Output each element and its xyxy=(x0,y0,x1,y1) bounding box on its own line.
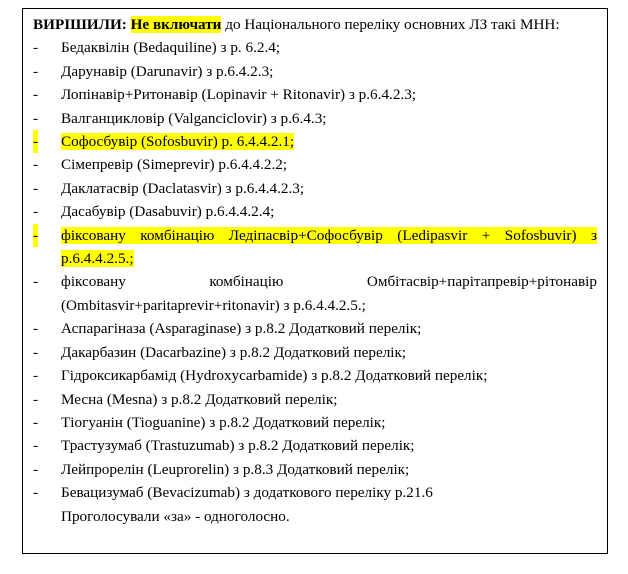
list-item xyxy=(33,481,597,504)
list-item-text: Месна (Mesna) з р.8.2 Додатковий перелік; xyxy=(61,390,338,408)
list-item xyxy=(33,200,597,223)
list-item-text-line1: фіксовану комбінацію Ледіпасвір+Софосбувір (Ledipasvir + Sofosbuvir) з xyxy=(61,226,597,244)
list-item-highlighted xyxy=(33,130,597,153)
bullet-dash: - xyxy=(33,320,39,338)
list-item-text: Тіогуанін (Tioguanine) з р.8.2 Додатковий перелік; xyxy=(61,413,386,431)
list-item-text: Лейпрорелін (Leuprorelin) з р.8.3 Додатковий перелік; xyxy=(61,460,410,478)
list-item xyxy=(33,83,597,106)
bullet-dash: - xyxy=(33,109,39,127)
bullet-dash: - xyxy=(33,484,39,502)
list-item xyxy=(33,270,597,317)
list-item-text-line2: р.6.4.4.2.5.; xyxy=(61,250,134,268)
list-item xyxy=(33,434,597,457)
bullet-dash: - xyxy=(33,437,39,455)
bullet-dash: - xyxy=(33,179,39,197)
list-item xyxy=(33,60,597,83)
bullet-dash: - xyxy=(33,343,39,361)
list-item-text: Бевацизумаб (Bevacizumab) з додаткового переліку р.21.6 xyxy=(61,484,433,502)
decision-document xyxy=(22,8,608,554)
list-item-text: Гідроксикарбамід (Hydroxycarbamide) з р.8.2 Додатковий перелік; xyxy=(61,367,488,385)
list-item-text: Софосбувір (Sofosbuvir) р. 6.4.4.2.1; xyxy=(61,133,295,151)
bullet-dash: - xyxy=(33,62,39,80)
list-item xyxy=(33,411,597,434)
list-item-text: Аспарагіназа (Asparaginase) з р.8.2 Додатковий перелік; xyxy=(61,320,422,338)
list-item xyxy=(33,341,597,364)
list-item xyxy=(33,153,597,176)
list-item-text-line2: (Ombitasvir+paritaprevir+ritonavir) з р.6.4.4.2.5.; xyxy=(61,296,366,314)
list-item-text: Даклатасвір (Daclatasvir) з р.6.4.4.2.3; xyxy=(61,179,305,197)
bullet-dash: - xyxy=(33,390,39,408)
drug-list xyxy=(33,36,597,504)
bullet-dash: - xyxy=(33,273,39,291)
decision-paragraph xyxy=(33,13,597,36)
decision-text: до Національного переліку основних ЛЗ такі МНН: xyxy=(221,16,560,33)
bullet-dash: - xyxy=(33,203,39,221)
list-item-text: Дарунавір (Darunavir) з р.6.4.2.3; xyxy=(61,62,274,80)
list-item xyxy=(33,458,597,481)
bullet-dash: - xyxy=(33,156,39,174)
list-item xyxy=(33,36,597,59)
list-item xyxy=(33,177,597,200)
list-item xyxy=(33,364,597,387)
bullet-dash: - xyxy=(33,367,39,385)
bullet-dash: - xyxy=(33,86,39,104)
list-item xyxy=(33,388,597,411)
list-item-text: Трастузумаб (Trastuzumab) з р.8.2 Додатковий перелік; xyxy=(61,437,415,455)
decision-highlight: Не включати xyxy=(130,16,222,33)
list-item-highlighted xyxy=(33,224,597,271)
bullet-dash: - xyxy=(33,460,39,478)
bullet-dash: - xyxy=(33,224,38,247)
list-item-text: Дакарбазин (Dacarbazine) з р.8.2 Додатковий перелік; xyxy=(61,343,407,361)
bullet-dash: - xyxy=(33,130,38,153)
list-item-text: Лопінавір+Ритонавір (Lopinavir + Ritonavir) з р.6.4.2.3; xyxy=(61,86,417,104)
list-item-text: Дасабувір (Dasabuvir) р.6.4.4.2.4; xyxy=(61,203,275,221)
bullet-dash: - xyxy=(33,39,39,57)
list-item-text: Валганцикловір (Valganciclovir) з р.6.4.3; xyxy=(61,109,327,127)
list-item-text-line1: фіксовану комбінацію Омбітасвір+парітапревір+рітонавір xyxy=(61,273,597,291)
list-item xyxy=(33,107,597,130)
list-item-text: Бедаквілін (Bedaquiline) з р. 6.2.4; xyxy=(61,39,281,57)
list-item xyxy=(33,317,597,340)
decision-label: ВИРІШИЛИ: xyxy=(33,16,127,33)
vote-result: Проголосували «за» - одноголосно. xyxy=(61,507,290,525)
list-item-text: Сімепревір (Simeprevir) р.6.4.4.2.2; xyxy=(61,156,288,174)
bullet-dash: - xyxy=(33,413,39,431)
